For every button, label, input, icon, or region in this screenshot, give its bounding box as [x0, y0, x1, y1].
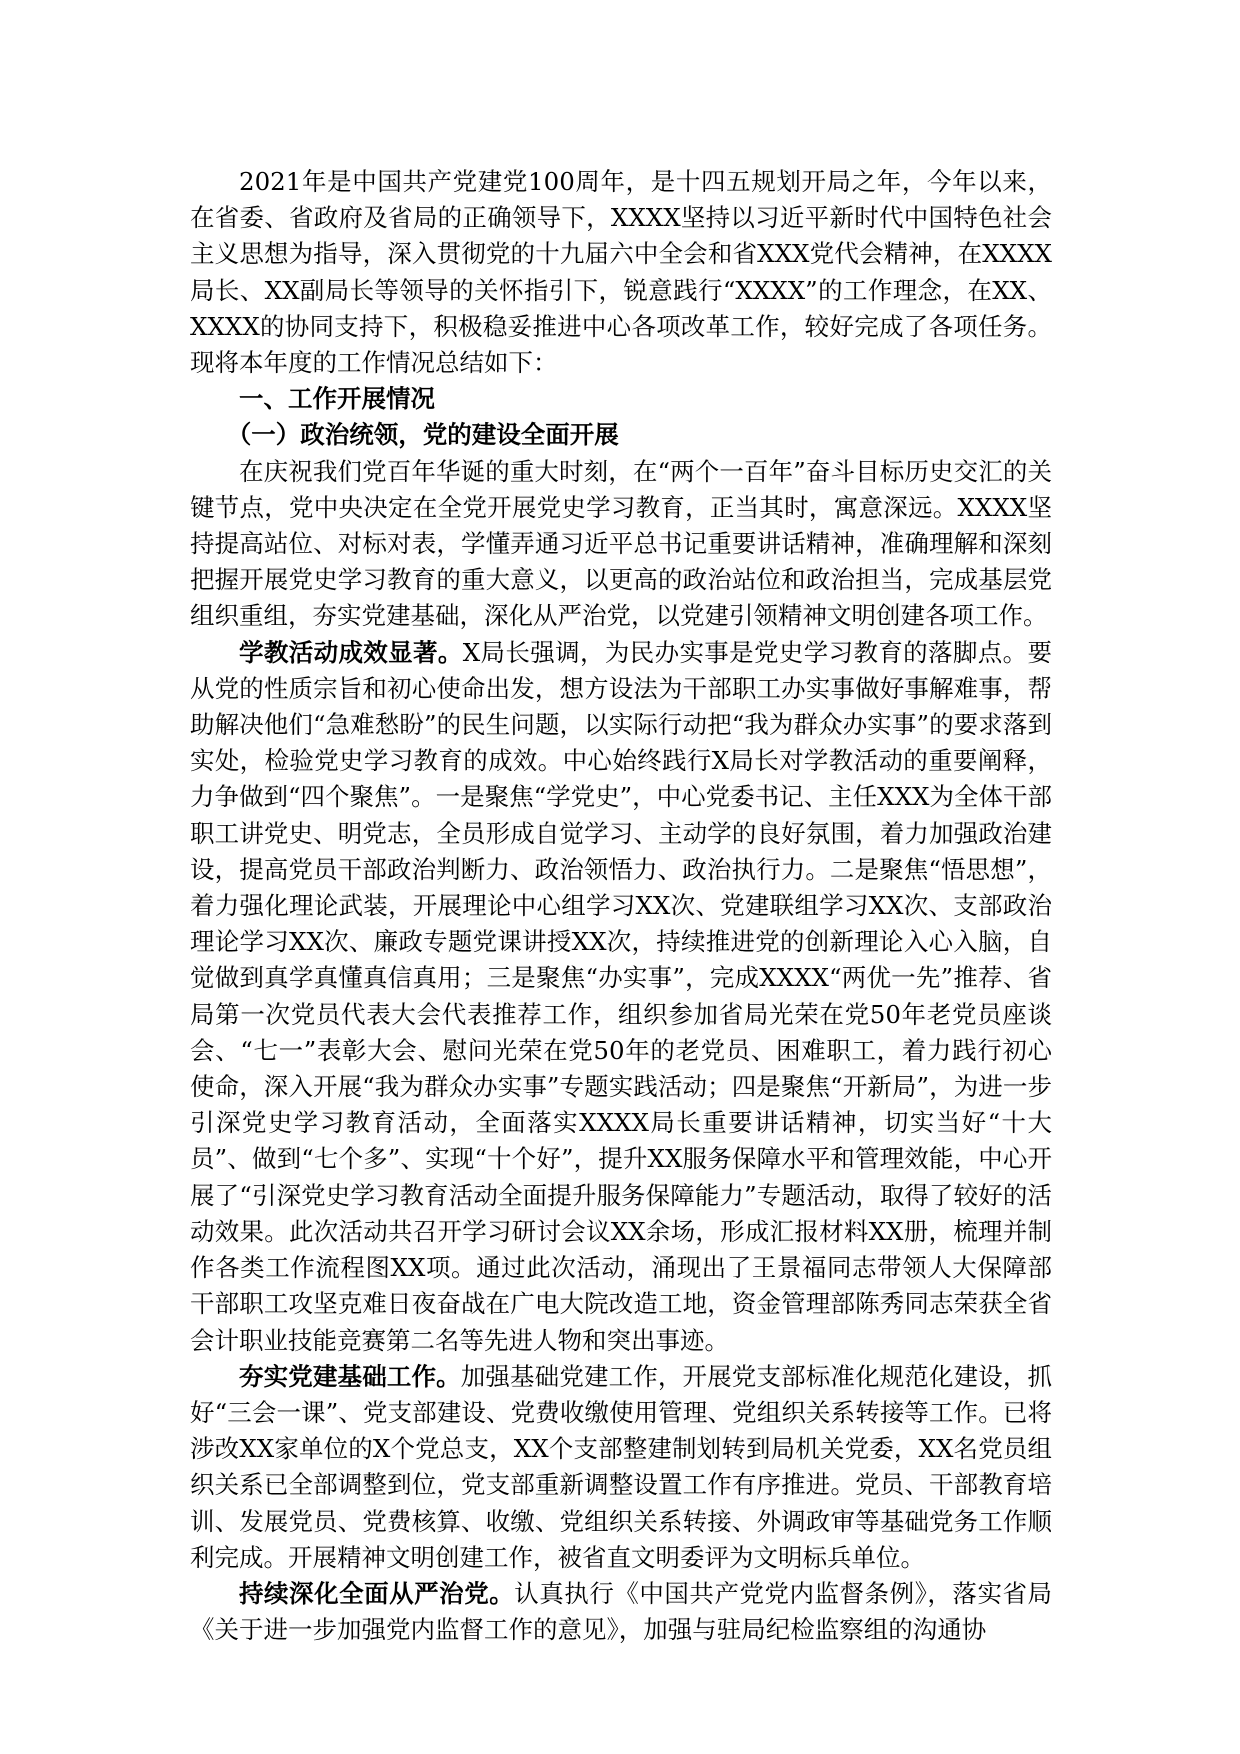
- study-activities-lead: 学教活动成效显著。: [239, 637, 463, 667]
- party-foundation-paragraph: [190, 1359, 1052, 1576]
- study-activities-paragraph: [190, 635, 1052, 1359]
- strict-governance-paragraph: [190, 1576, 1052, 1648]
- strict-governance-body: 认真执行《中国共产党党内监督条例》，落实省局《关于进一步加强党内监督工作的意见》，加强与驻局纪检监察组的沟通协: [190, 1578, 1053, 1645]
- document-body: [190, 164, 1052, 1648]
- strict-governance-lead: 持续深化全面从严治党。: [239, 1578, 515, 1608]
- intro-paragraph: 2021年是中国共产党建党100周年，是十四五规划开局之年，今年以来，在省委、省政府及省局的正确领导下，XXXX坚持以习近平新时代中国特色社会主义思想为指导，深入贯彻党的十九届六中全会和省XXX党代会精神，在XXXX局长、XX副局长等领导的关怀指引下，锐意践行“XXXX”的工作理念，在XX、XXXX的协同支持下，积极稳妥推进中心各项改革工作，较好完成了各项任务。现将本年度的工作情况总结如下：: [190, 167, 1052, 378]
- subsection-heading: （一）政治统领，党的建设全面开展: [226, 420, 619, 450]
- party-history-paragraph: 在庆祝我们党百年华诞的重大时刻，在“两个一百年”奋斗目标历史交汇的关键节点，党中央决定在全党开展党史学习教育，正当其时，寓意深远。XXXX坚持提高站位、对标对表，学懂弄通习近平总书记重要讲话精神，准确理解和深刻把握开展党史学习教育的重大意义，以更高的政治站位和政治担当，完成基层党组织重组，夯实党建基础，深化从严治党，以党建引领精神文明创建各项工作。: [190, 456, 1052, 631]
- study-activities-body: X局长强调，为民办实事是党史学习教育的落脚点。要从党的性质宗旨和初心使命出发，想方设法为干部职工办实事做好事解难事，帮助解决他们“急难愁盼”的民生问题，以实际行动把“我为群众办实事”的要求落到实处，检验党史学习教育的成效。中心始终践行X局长对学教活动的重要阐释，力争做到“四个聚焦”。一是聚焦“学党史”，中心党委书记、主任XXX为全体干部职工讲党史、明党志，全员形成自觉学习、主动学的良好氛围，着力加强政治建设，提高党员干部政治判断力、政治领悟力、政治执行力。二是聚焦“悟思想”，着力强化理论武装，开展理论中心组学习XX次、党建联组学习XX次、支部政治理论学习XX次、廉政专题党课讲授XX次，持续推进党的创新理论入心入脑，自觉做到真学真懂真信真用；三是聚焦“办实事”，完成XXXX“两优一先”推荐、省局第一次党员代表大会代表推荐工作，组织参加省局光荣在党50年老党员座谈会、“七一”表彰大会、慰问光荣在党50年的老党员、困难职工，着力践行初心使命，深入开展“我为群众办实事”专题实践活动；四是聚焦“开新局”，为进一步引深党史学习教育活动，全面落实XXXX局长重要讲话精神，切实当好“十大员”、做到“七个多”、实现“十个好”，提升XX服务保障水平和管理效能，中心开展了“引深党史学习教育活动全面提升服务保障能力”专题活动，取得了较好的活动效果。此次活动共召开学习研讨会议XX余场，形成汇报材料XX册，梳理并制作各类工作流程图XX项。通过此次活动，涌现出了王景福同志带领人大保障部干部职工攻坚克难日夜奋战在广电大院改造工地，资金管理部陈秀同志荣获全省会计职业技能竞赛第二名等先进人物和突出事迹。: [190, 637, 1052, 1355]
- party-foundation-lead: 夯实党建基础工作。: [239, 1361, 461, 1391]
- party-foundation-body: 加强基础党建工作，开展党支部标准化规范化建设，抓好“三会一课”、党支部建设、党费收缴使用管理、党组织关系转接等工作。已将涉改XX家单位的X个党总支，XX个支部整建制划转到局机关党委，XX名党员组织关系已全部调整到位，党支部重新调整设置工作有序推进。党员、干部教育培训、发展党员、党费核算、收缴、党组织关系转接、外调政审等基础党务工作顺利完成。开展精神文明创建工作，被省直文明委评为文明标兵单位。: [190, 1361, 1052, 1572]
- section-heading: 一、工作开展情况: [239, 384, 435, 414]
